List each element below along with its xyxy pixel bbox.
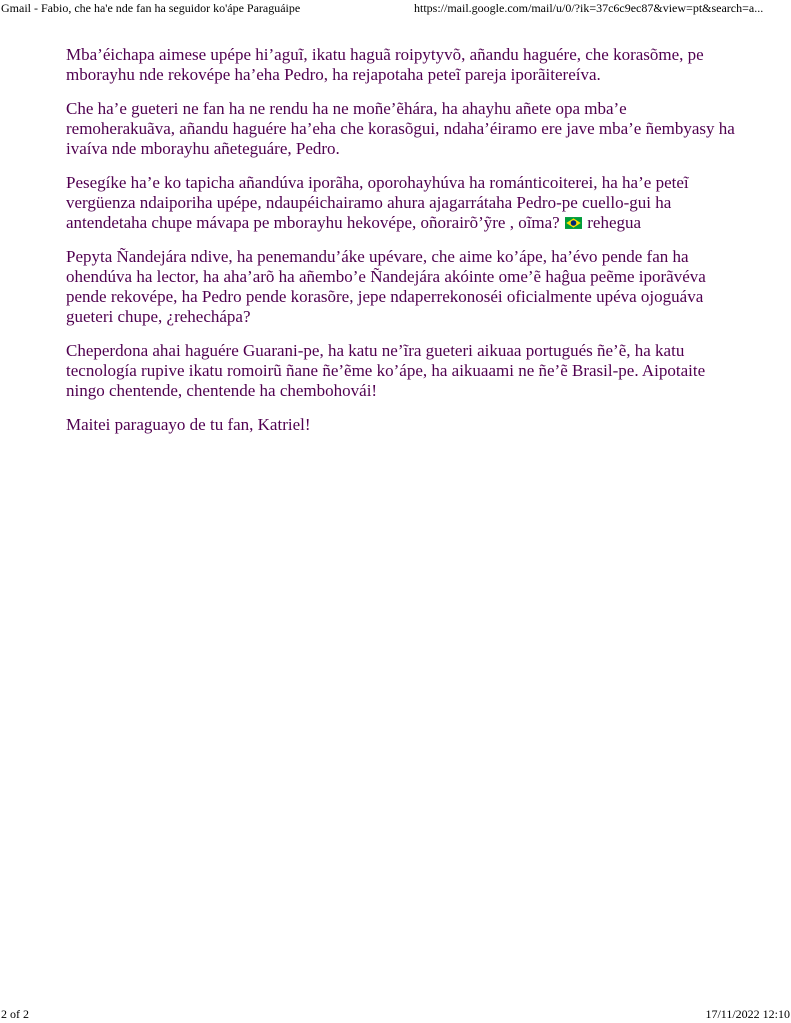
email-body	[66, 45, 736, 449]
paragraph-5: Cheperdona ahai haguére Guarani-pe, ha katu ne’ĩra gueteri aikuaa portugués ñe’ẽ, ha katu tecnología rupive ikatu romoirũ ñane ñe’ẽme ko’ápe, ha aikuaami ne ñe’ẽ Brasil-pe. Aipotaite ningo chentende, chentende ha chembohovái!	[66, 341, 706, 400]
page-number: 2 of 2	[1, 1007, 29, 1021]
page-title: Gmail - Fabio, che ha'e nde fan ha seguidor ko'ápe Paraguáipe	[1, 1, 301, 15]
paragraph-3	[66, 173, 736, 233]
page-url: https://mail.google.com/mail/u/0/?ik=37c6c9ec87&view=pt&search=a...	[414, 1, 764, 15]
paragraph-2: Che ha’e gueteri ne fan ha ne rendu ha ne moñe’ẽhára, ha ahayhu añete opa mba’e remoherakuãva, añandu haguére ha’eha che korasõgui, ndaha’éiramo ere jave mba’e ñembyasy ha ivaíva nde mborayhu añeteguáre, Pedro.	[66, 99, 735, 158]
signature-line: Maitei paraguayo de tu fan, Katriel!	[66, 415, 311, 434]
print-footer	[0, 1006, 791, 1022]
print-header	[0, 0, 791, 18]
paragraph-3-tail: rehegua	[587, 213, 642, 232]
brazil-flag-icon	[565, 217, 582, 229]
paragraph-3-text: Pesegíke ha’e ko tapicha añandúva iporãha, oporohayhúva ha románticoiterei, ha ha’e peteĩ vergüenza ndaiporiha upépe, ndaupéichairamo ahura ajagarrátaha Pedro-pe cuello-gui ha antendetaha chupe mávapa pe mborayhu hekovépe, oñorairõ’ỹre , oĩma?	[66, 173, 689, 232]
paragraph-4: Pepyta Ñandejára ndive, ha penemandu’áke upévare, che aime ko’ápe, ha’évo pende fan ha ohendúva ha lector, ha aha’arõ ha añembo’e Ñandejára akóinte ome’ẽ haĝua peẽme iporãvéva pende rekovépe, ha Pedro pende korasõre, jepe ndaperrekonoséi oficialmente upéva ojoguáva gueteri chupe, ¿rehechápa?	[66, 247, 706, 326]
print-datetime: 17/11/2022 12:10	[705, 1007, 790, 1021]
paragraph-1: Mba’éichapa aimese upépe hi’aguĩ, ikatu haguã roipytyvõ, añandu haguére, che korasõme, pe mborayhu nde rekovépe ha’eha Pedro, ha rejapotaha peteĩ pareja iporãitereíva.	[66, 45, 704, 84]
